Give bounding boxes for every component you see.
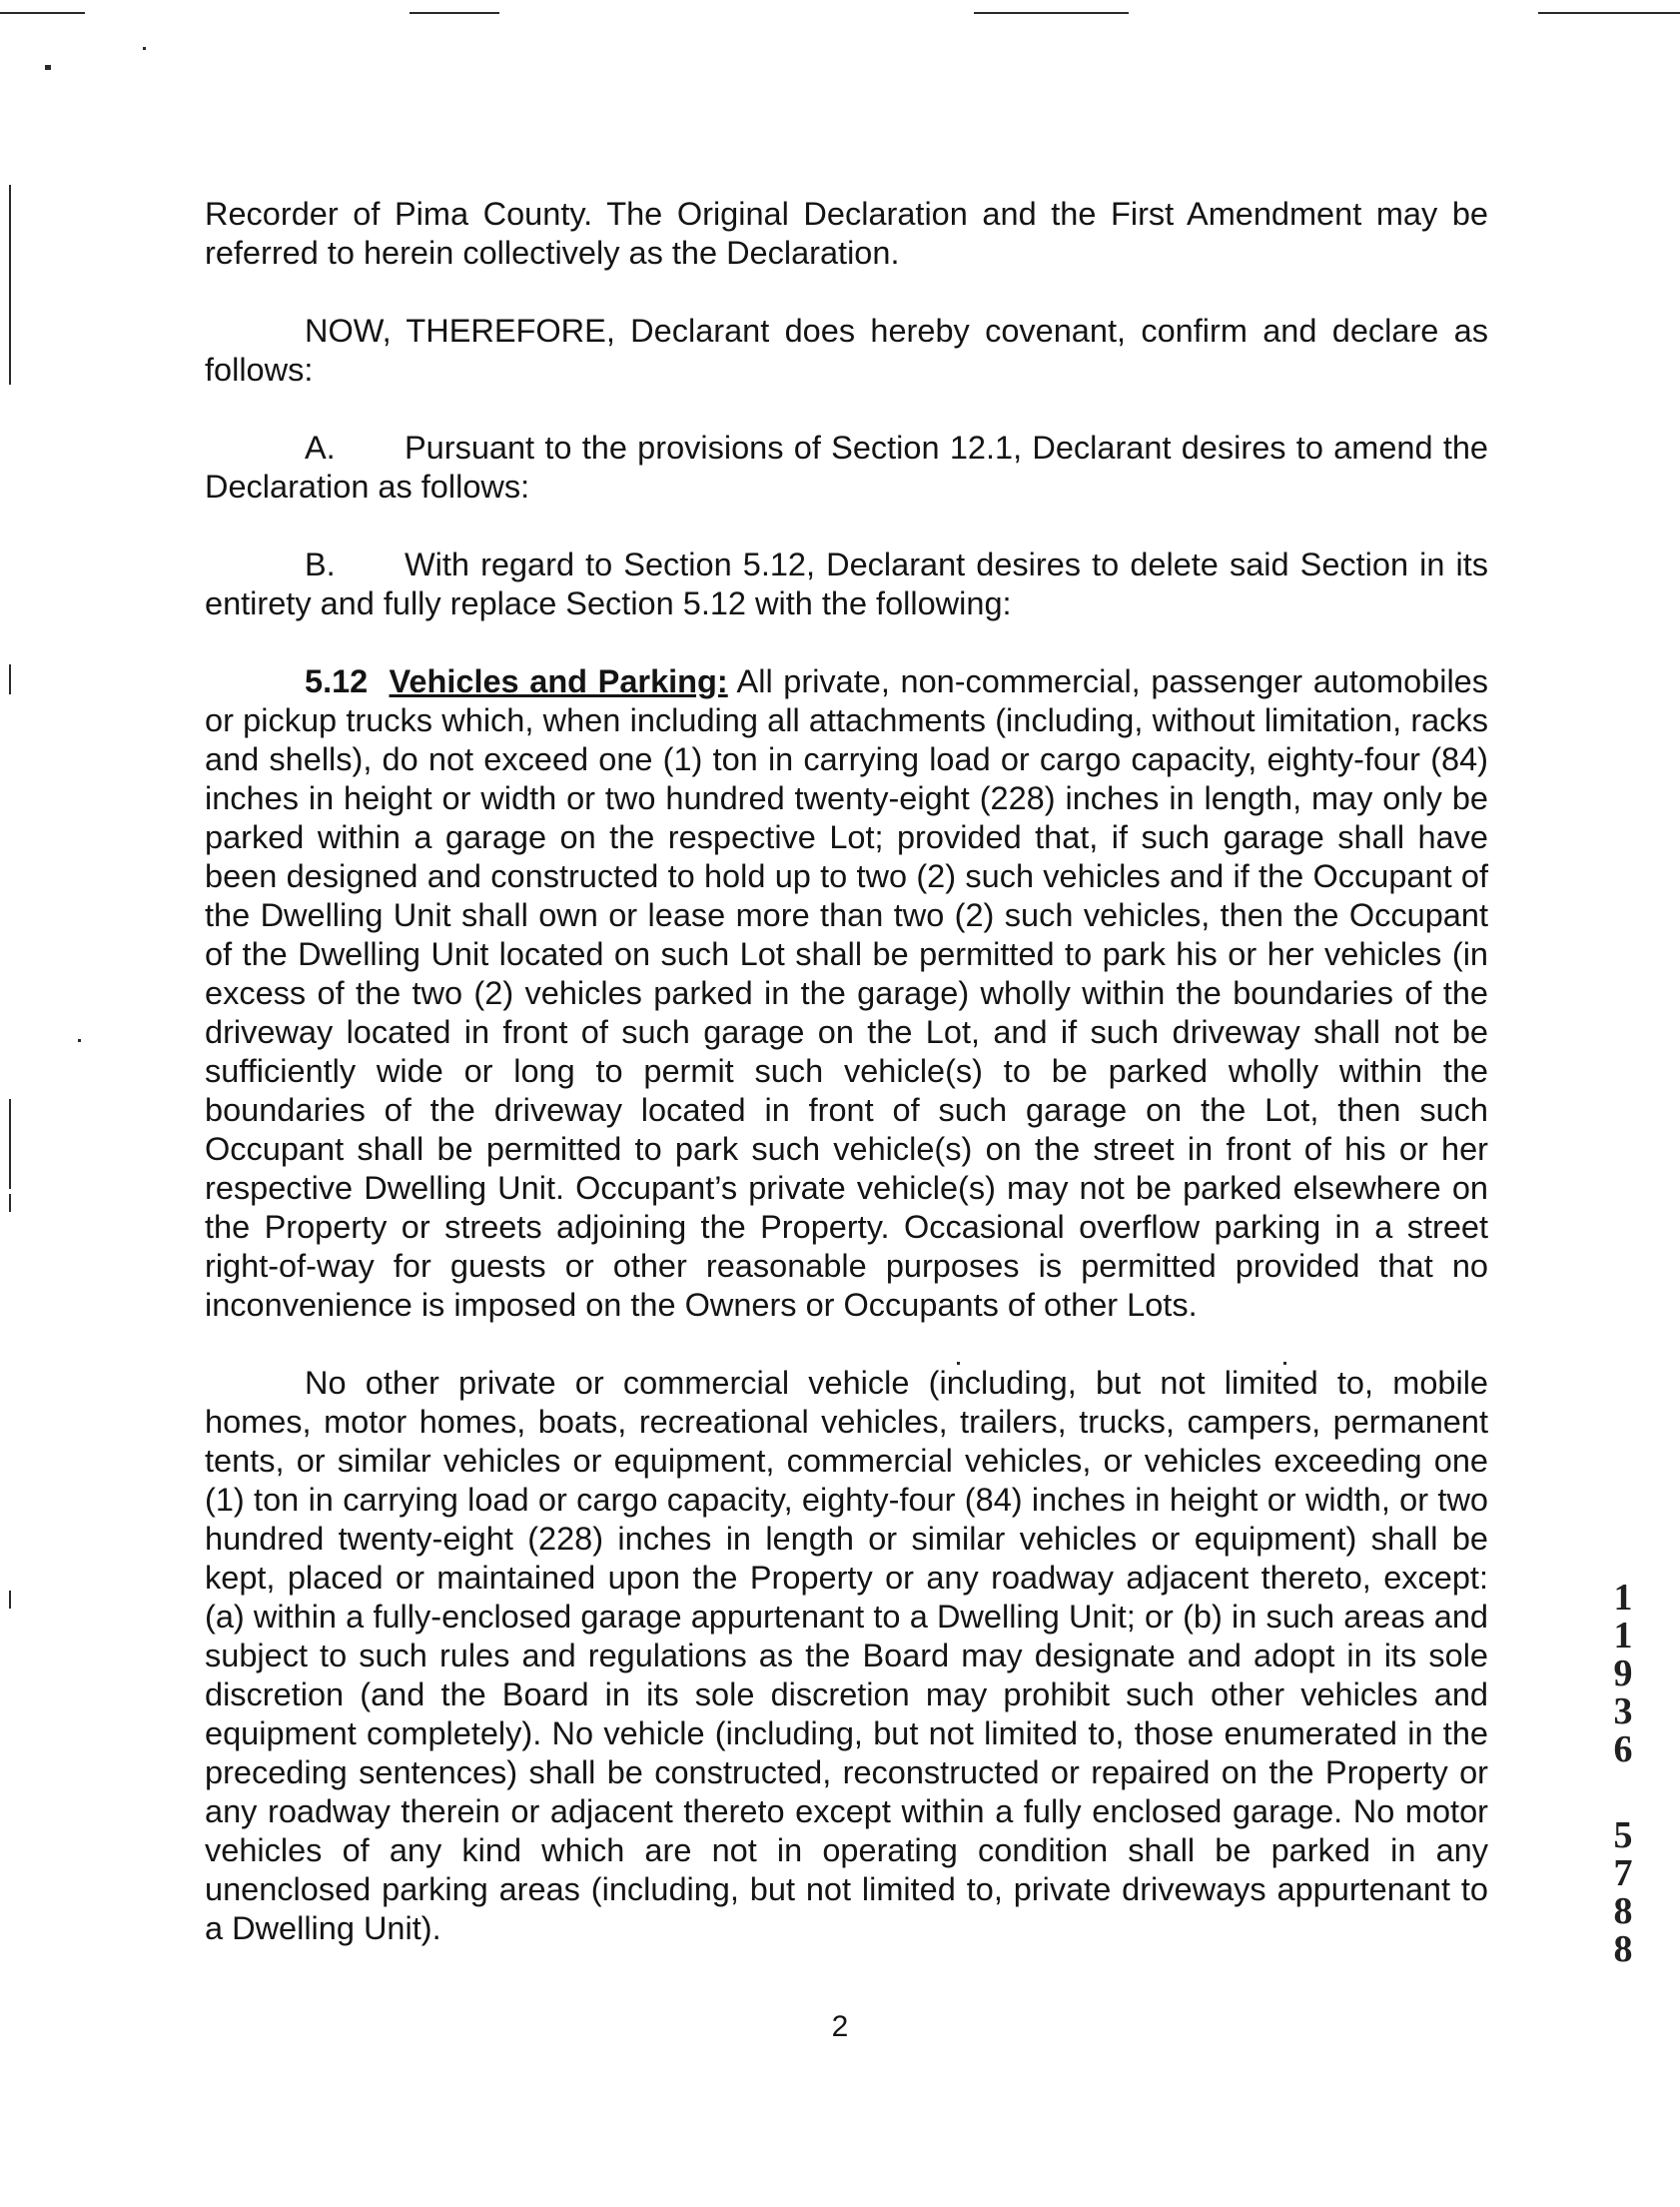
scan-margin-line [9, 185, 11, 385]
paragraph-item-b [205, 546, 1488, 623]
scan-margin-line [9, 1099, 11, 1189]
scan-speck [45, 65, 51, 70]
paragraph-now-therefore: NOW, THEREFORE, Declarant does hereby covenant, confirm and declare as follows: [205, 313, 1488, 388]
scan-speck [143, 47, 146, 50]
page-number: 2 [831, 2010, 849, 2043]
item-a-text: Pursuant to the provisions of Section 12.1, Declarant desires to amend the Declaration as follows: [205, 430, 1488, 505]
section-title: Vehicles and Parking: [389, 663, 728, 699]
section-number: 5.12 [305, 663, 369, 699]
stamp-digit: 1 [1613, 1577, 1633, 1619]
scan-margin-line [9, 1194, 11, 1212]
stamp-digit: 6 [1613, 1728, 1633, 1770]
section-5-12-text: All private, non-commercial, passenger automobiles or pickup trucks which, when including all attachments (including, without limitation, racks and shells), do not exceed one (1) ton in carrying load or cargo capacity, eighty-four (84) inches in height or width or two hundred twenty-eight (228) inches in length, may only be parked within a garage on the respective Lot; provided that, if such garage shall have been designed and constructed to hold up to two (2) such vehicles and if the Occupant of the Dwelling Unit shall own or lease more than two (2) such vehicles, then the Occupant of the Dwelling Unit located on such Lot shall be permitted to park his or her vehicles (in excess of the two (2) vehicles parked in the garage) wholly within the boundaries of the driveway located in front of such garage on the Lot, and if such driveway shall not be sufficiently wide or long to permit such vehicle(s) to be parked wholly within the boundaries of the driveway located in front of such garage on the Lot, then such Occupant shall be permitted to park such vehicle(s) on the street in front of his or her respective Dwelling Unit. Occupant’s private vehicle(s) may not be parked elsewhere on the Property or streets adjoining the Property. Occasional overflow parking in a street right-of-way for guests or other reasonable purposes is permitted provided that no inconvenience is imposed on the Owners or Occupants of other Lots. [205, 663, 1488, 1323]
section-5-12 [205, 662, 1488, 1325]
scan-edge-mark [974, 12, 1129, 14]
document-body [205, 195, 1488, 1948]
recording-stamp [1603, 1579, 1643, 1968]
stamp-digit: 8 [1613, 1890, 1633, 1932]
stamp-digit: 9 [1613, 1653, 1633, 1694]
paragraph-recorder: Recorder of Pima County. The Original Declaration and the First Amendment may be referred to herein collectively as the Declaration. [205, 196, 1488, 271]
stamp-digit: 1 [1613, 1615, 1633, 1656]
item-b-text: With regard to Section 5.12, Declarant desires to delete said Section in its entirety and fully replace Section 5.12 with the following: [205, 547, 1488, 621]
paragraph-item-a [205, 429, 1488, 507]
stamp-digit: 7 [1613, 1852, 1633, 1894]
section-5-12-heading [305, 663, 728, 699]
paragraph-other-vehicles: No other private or commercial vehicle (including, but not limited to, mobile homes, motor homes, boats, recreational vehicles, trailers, trucks, campers, permanent tents, or similar vehicles or equipment, commercial vehicles, or vehicles exceeding one (1) ton in carrying load or cargo capacity, eighty-four (84) inches in height or width, or two hundred twenty-eight (228) inches in length or similar vehicles or equipment) shall be kept, placed or maintained upon the Property or any roadway adjacent thereto, except: (a) within a fully-enclosed garage appurtenant to a Dwelling Unit; or (b) in such areas and subject to such rules and regulations as the Board may designate and adopt in its sole discretion (and the Board in its sole discretion may prohibit such other vehicles and equipment completely). No vehicle (including, but not limited to, those enumerated in the preceding sentences) shall be constructed, reconstructed or repaired on the Property or any roadway therein or adjacent thereto except within a fully enclosed garage. No motor vehicles of any kind which are not in operating condition shall be parked in any unenclosed parking areas (including, but not limited to, private driveways appurtenant to a Dwelling Unit). [205, 1365, 1488, 1946]
scan-edge-mark [1538, 12, 1680, 14]
stamp-digit: 8 [1613, 1928, 1633, 1970]
scan-edge-mark [410, 12, 499, 14]
item-b-label: B. [305, 547, 336, 582]
scan-speck [78, 1039, 81, 1042]
scan-edge-mark [0, 12, 85, 14]
item-a-label: A. [305, 430, 336, 466]
scan-margin-line [9, 664, 11, 694]
stamp-digit: 5 [1613, 1814, 1633, 1856]
scan-margin-line [9, 1591, 11, 1609]
stamp-digit: 3 [1613, 1690, 1633, 1732]
